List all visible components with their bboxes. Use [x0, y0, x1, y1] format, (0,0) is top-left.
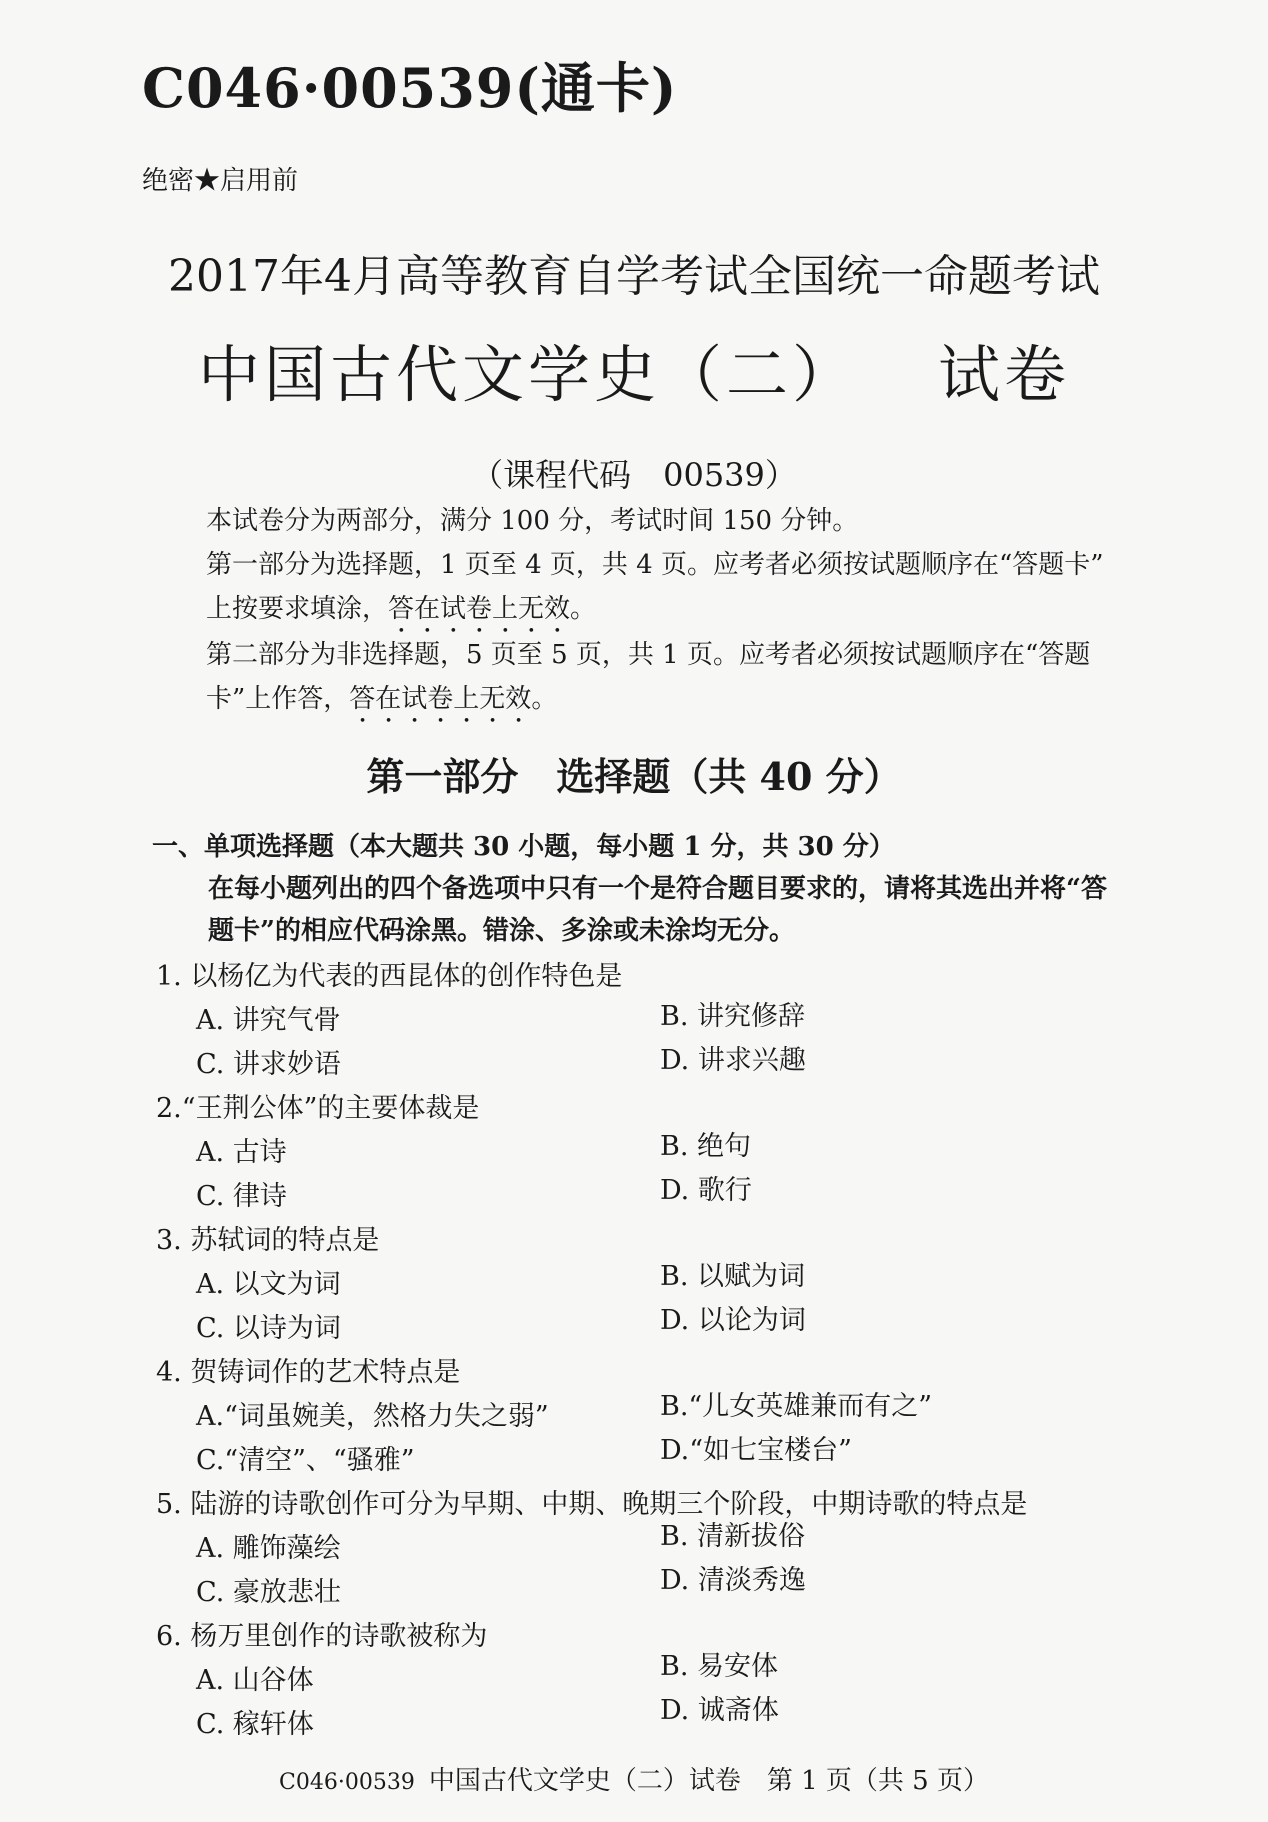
option-b: B. 讲究修辞: [660, 1001, 806, 1032]
option-b: B. 易安体: [660, 1651, 779, 1682]
option-c: C. 豪放悲壮: [196, 1577, 341, 1608]
paper-title: [0, 325, 1268, 414]
question-stem: 3. 苏轼词的特点是: [156, 1225, 380, 1256]
note-line-3a: 第二部分为非选择题，5 页至 5 页，共 1 页。应考者必须按试题顺序在“答题: [206, 640, 1091, 670]
secret-label: 绝密★启用前: [142, 166, 299, 196]
note-line-2a: 第一部分为选择题，1 页至 4 页，共 4 页。应考者必须按试题顺序在“答题卡”: [206, 550, 1104, 580]
section-instruction-2: 题卡”的相应代码涂黑。错涂、多涂或未涂均无分。: [208, 916, 795, 946]
option-c: C. 律诗: [196, 1181, 287, 1212]
question-stem: 4. 贺铸词作的艺术特点是: [156, 1357, 461, 1388]
page-footer: [0, 1760, 1268, 1797]
section-instruction-1: 在每小题列出的四个备选项中只有一个是符合题目要求的，请将其选出并将“答: [208, 874, 1107, 904]
course-code: （课程代码 00539）: [471, 456, 797, 494]
option-c: C. 稼轩体: [196, 1709, 314, 1740]
section-heading: 一、单项选择题（本大题共 30 小题，每小题 1 分，共 30 分）: [152, 832, 895, 862]
option-d: D.“如七宝楼台”: [660, 1435, 852, 1466]
option-b: B.“儿女英雄兼而有之”: [660, 1391, 933, 1422]
option-a: A. 古诗: [196, 1137, 287, 1168]
question-stem: 2.“王荆公体”的主要体裁是: [156, 1093, 480, 1124]
option-b: B. 以赋为词: [660, 1261, 806, 1292]
note-3b-post: 。: [531, 684, 558, 714]
option-b: B. 清新拔俗: [660, 1521, 806, 1552]
note-3b-emphasis: 答在试卷上无效: [349, 684, 532, 714]
footer-code: C046·00539: [279, 1770, 415, 1795]
option-d: D. 诚斋体: [660, 1695, 779, 1726]
question-stem: 5. 陆游的诗歌创作可分为早期、中期、晚期三个阶段，中期诗歌的特点是: [156, 1489, 1028, 1520]
question-stem: 6. 杨万里创作的诗歌被称为: [156, 1621, 488, 1652]
footer-text: 中国古代文学史（二）试卷 第 1 页（共 5 页）: [428, 1766, 989, 1796]
option-a: A. 讲究气骨: [196, 1005, 341, 1036]
option-a: A.“词虽婉美，然格力失之弱”: [196, 1401, 549, 1432]
option-d: D. 歌行: [660, 1175, 752, 1206]
note-2b-emphasis: 答在试卷上无效: [388, 594, 571, 624]
option-a: A. 以文为词: [196, 1269, 341, 1300]
option-c: C. 以诗为词: [196, 1313, 341, 1344]
option-d: D. 清淡秀逸: [660, 1565, 806, 1596]
part1-title: 第一部分 选择题（共 40 分）: [366, 754, 902, 799]
option-c: C.“清空”、“骚雅”: [196, 1445, 415, 1476]
note-line-3b: [206, 678, 557, 729]
option-a: A. 山谷体: [196, 1665, 314, 1696]
option-b: B. 绝句: [660, 1131, 752, 1162]
option-a: A. 雕饰藻绘: [196, 1533, 341, 1564]
note-2b-pre: 上按要求填涂，: [206, 594, 389, 624]
note-line-2b: [206, 588, 596, 639]
paper-title-suffix: 试卷: [938, 338, 1071, 411]
note-3b-pre: 卡”上作答，: [206, 684, 350, 714]
paper-code: C046·00539(通卡): [142, 56, 678, 120]
option-c: C. 讲求妙语: [196, 1049, 341, 1080]
paper-title-main: 中国古代文学史（二）: [197, 338, 858, 411]
exam-title: 2017年4月高等教育自学考试全国统一命题考试: [168, 251, 1100, 302]
option-d: D. 以论为词: [660, 1305, 806, 1336]
note-2b-post: 。: [570, 594, 597, 624]
note-line-1: 本试卷分为两部分，满分 100 分，考试时间 150 分钟。: [206, 506, 859, 536]
option-d: D. 讲求兴趣: [660, 1045, 806, 1076]
question-stem: 1. 以杨亿为代表的西昆体的创作特色是: [156, 961, 623, 992]
